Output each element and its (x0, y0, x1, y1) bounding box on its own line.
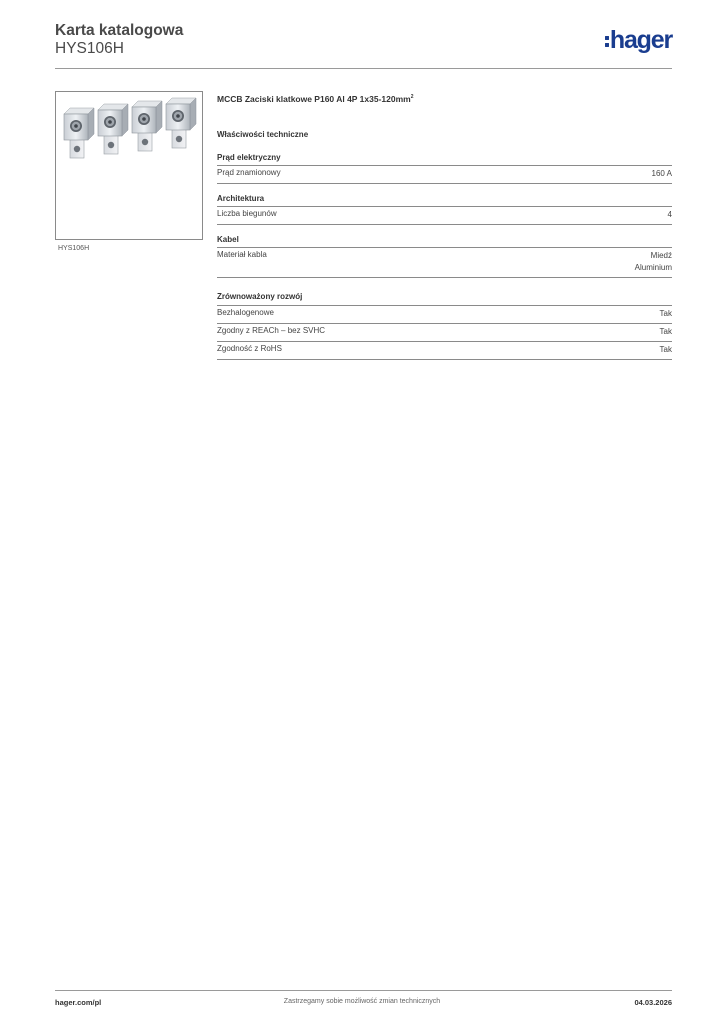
property-group (217, 292, 672, 360)
property-value: Tak (659, 309, 672, 318)
hager-logo (605, 27, 672, 53)
property-label: Zgodny z REACh – bez SVHC (217, 326, 326, 335)
property-group (217, 153, 672, 184)
group-title: Architektura (217, 194, 672, 207)
header-divider (55, 68, 672, 69)
footer-date: 04.03.2026 (634, 998, 672, 1007)
property-value: 160 A (651, 169, 672, 178)
property-row (217, 207, 672, 225)
group-title: Zrównoważony rozwój (217, 292, 672, 306)
property-label: Liczba biegunów (217, 209, 277, 218)
property-row (217, 248, 672, 278)
logo-dots-icon (605, 36, 609, 47)
property-value: Miedź Aluminium (634, 251, 672, 272)
group-title: Prąd elektryczny (217, 153, 672, 166)
product-image-frame (55, 91, 203, 240)
page-header (55, 20, 672, 70)
property-group (217, 235, 672, 278)
product-name: MCCB Zaciski klatkowe P160 Al 4P $1x35-120mm^2$ (217, 94, 414, 104)
product-code: HYS106H (55, 40, 124, 57)
terminal-3 (132, 101, 162, 151)
footer-website: hager.com/pl (55, 998, 102, 1007)
product-name-superscript: 2 (410, 94, 414, 101)
properties-heading: Właściwości techniczne (217, 130, 309, 139)
footer-divider (55, 990, 672, 991)
property-label: Zgodność z RoHS (217, 344, 282, 353)
terminal-1 (64, 108, 94, 158)
property-value: 4 (667, 210, 672, 219)
property-label: Prąd znamionowy (217, 168, 281, 177)
property-label: Materiał kabla (217, 250, 267, 259)
property-row (217, 306, 672, 324)
property-group (217, 194, 672, 225)
cage-terminals-image (56, 92, 202, 239)
property-value: Tak (659, 327, 672, 336)
product-details (217, 94, 672, 370)
property-label: Bezhalogenowe (217, 308, 274, 317)
property-row (217, 342, 672, 360)
terminal-4 (166, 98, 196, 148)
property-row (217, 166, 672, 184)
image-caption: HYS106H (58, 245, 90, 252)
property-row (217, 324, 672, 342)
terminal-2 (98, 104, 128, 154)
group-title: Kabel (217, 235, 672, 248)
logo-text: hager (609, 25, 672, 54)
document-title: Karta katalogowa (55, 22, 184, 39)
property-value: Tak (659, 345, 672, 354)
footer-notice: Zastrzegamy sobie możliwość zmian technicznych (283, 998, 441, 1005)
